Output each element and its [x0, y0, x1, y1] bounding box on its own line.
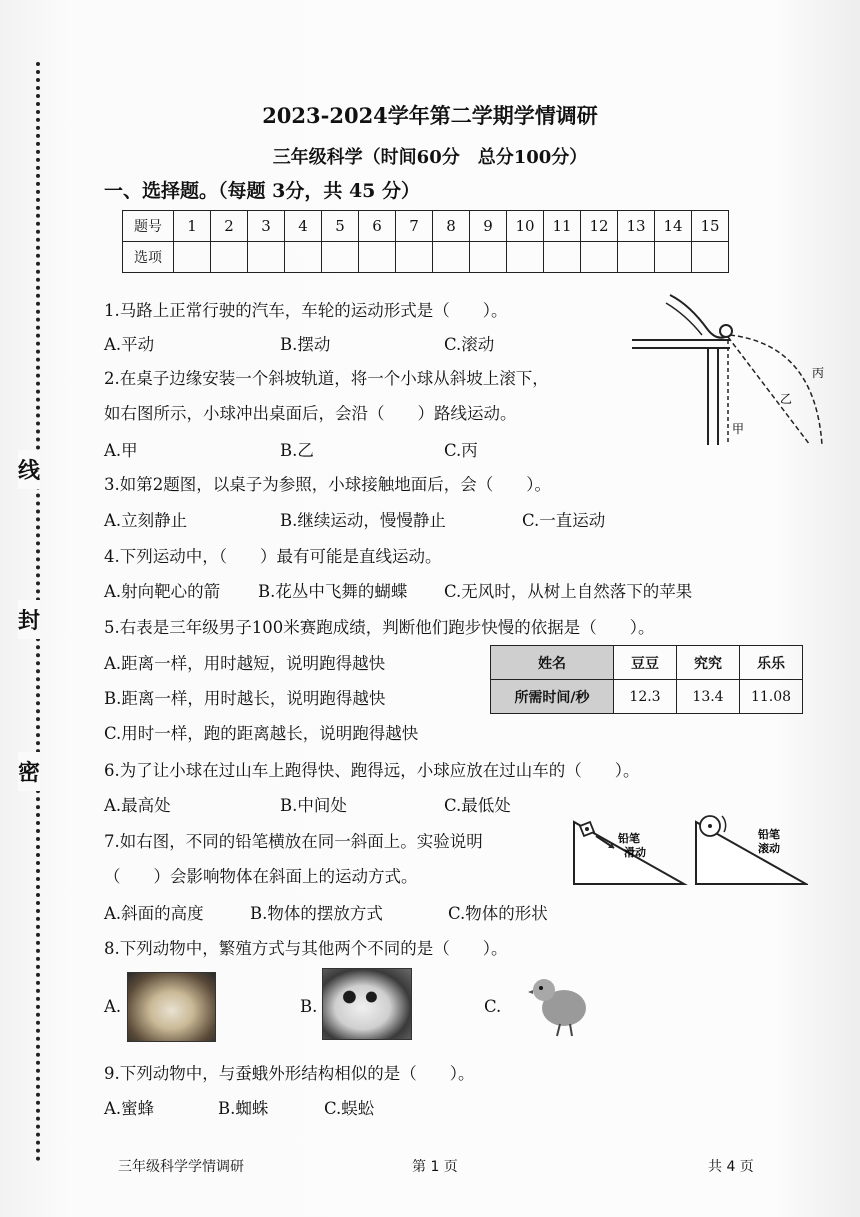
race-header-doudou: 豆豆 [614, 646, 677, 680]
question-6: 6.为了让小球在过山车上跑得快、跑得远，小球应放在过山车的（ ）。 [104, 761, 640, 780]
q7-option-b: B.物体的摆放方式 [250, 904, 383, 923]
side-label-line: 线 [18, 450, 40, 489]
q5-option-a: A.距离一样，用时越短，说明跑得越快 [104, 654, 386, 673]
answer-blank-cell[interactable] [692, 242, 729, 273]
q6-option-b: B.中间处 [280, 796, 347, 815]
race-table-header-row [491, 646, 803, 680]
q8-option-a: A. [104, 997, 122, 1016]
pencil-roll-line2: 滚动 [758, 842, 780, 855]
question-9: 9.下列动物中，与蚕蛾外形结构相似的是（ ）。 [104, 1064, 475, 1083]
answer-blank-cell[interactable] [322, 242, 359, 273]
answer-number-cell: 5 [322, 211, 359, 242]
q4-option-b: B.花丛中飞舞的蝴蝶 [258, 582, 408, 601]
answer-blank-cell[interactable] [618, 242, 655, 273]
track-label-bing: 丙 [812, 366, 825, 380]
q7-option-c: C.物体的形状 [448, 904, 548, 923]
q4-option-c: C.无风时，从树上自然落下的苹果 [444, 582, 693, 601]
pencil-roll-line1: 铅笔 [758, 828, 780, 841]
exam-subtitle: 三年级科学（时间60分 总分100分） [272, 147, 588, 168]
answer-blank-cell[interactable] [211, 242, 248, 273]
q9-option-b: B.蜘蛛 [218, 1099, 269, 1118]
answer-number-cell: 8 [433, 211, 470, 242]
race-row-label: 所需时间/秒 [491, 680, 614, 714]
q3-option-c: C.一直运动 [522, 511, 606, 530]
answer-blank-cell[interactable] [359, 242, 396, 273]
answer-number-cell: 15 [692, 211, 729, 242]
q5-option-b: B.距离一样，用时越长，说明跑得越快 [104, 689, 386, 708]
race-time-jiujiu: 13.4 [677, 680, 740, 714]
race-header-lele: 乐乐 [740, 646, 803, 680]
q6-option-c: C.最低处 [444, 796, 511, 815]
answer-number-cell: 13 [618, 211, 655, 242]
q7-option-a: A.斜面的高度 [104, 904, 204, 923]
answer-number-cell: 14 [655, 211, 692, 242]
answer-blank-cell[interactable] [174, 242, 211, 273]
answer-blank-cell[interactable] [507, 242, 544, 273]
race-results-table [490, 645, 803, 714]
race-header-jiujiu: 究究 [677, 646, 740, 680]
pencil-slide-line1: 铅笔 [618, 832, 640, 845]
answer-number-cell: 2 [211, 211, 248, 242]
q2-option-a: A.甲 [104, 441, 138, 460]
answer-blank-cell[interactable] [248, 242, 285, 273]
q2-option-b: B.乙 [280, 441, 314, 460]
pencil-slide-line2: 滑动 [624, 846, 646, 859]
answer-blank-cell[interactable] [544, 242, 581, 273]
pencil-roll-label [758, 827, 780, 855]
panda-photo [322, 968, 412, 1040]
answer-blank-cell[interactable] [285, 242, 322, 273]
answer-number-cell: 6 [359, 211, 396, 242]
answer-table [122, 210, 729, 273]
q1-option-c: C.滚动 [444, 335, 495, 354]
answer-number-cell: 1 [174, 211, 211, 242]
section-heading: 一、选择题。（每题 3分，共 45 分） [104, 180, 421, 202]
q6-option-a: A.最高处 [104, 796, 171, 815]
answer-table-row2-label: 选项 [123, 242, 174, 273]
question-4: 4.下列运动中，（ ）最有可能是直线运动。 [104, 547, 442, 566]
q9-option-a: A.蜜蜂 [104, 1099, 155, 1118]
ramp-track-figure [630, 285, 830, 460]
pencil-slope-figure [572, 812, 808, 890]
question-7-line2: （ ）会影响物体在斜面上的运动方式。 [104, 867, 418, 886]
question-2-line1: 2.在桌子边缘安装一个斜坡轨道，将一个小球从斜坡上滚下， [104, 369, 549, 388]
footer-page: 第 1 页 [412, 1159, 458, 1175]
q2-option-c: C.丙 [444, 441, 478, 460]
q1-option-b: B.摆动 [280, 335, 331, 354]
q3-option-b: B.继续运动，慢慢静止 [280, 511, 446, 530]
footer-total: 共 4 页 [708, 1159, 754, 1175]
q9-option-c: C.蜈蚣 [324, 1099, 375, 1118]
q8-option-c: C. [484, 997, 502, 1016]
question-7-line1: 7.如右图，不同的铅笔横放在同一斜面上。实验说明 [104, 832, 483, 851]
answer-table-number-row [123, 211, 729, 242]
q4-option-a: A.射向靶心的箭 [104, 582, 221, 601]
answer-number-cell: 4 [285, 211, 322, 242]
race-time-doudou: 12.3 [614, 680, 677, 714]
answer-blank-cell[interactable] [655, 242, 692, 273]
dog-photo [127, 972, 216, 1042]
track-label-jia: 甲 [732, 422, 745, 436]
answer-table-option-row [123, 242, 729, 273]
question-2-line2: 如右图所示，小球冲出桌面后，会沿（ ）路线运动。 [104, 404, 517, 423]
answer-number-cell: 7 [396, 211, 433, 242]
side-label-seal: 封 [18, 600, 40, 639]
question-3: 3.如第2题图，以桌子为参照，小球接触地面后，会（ ）。 [104, 475, 551, 494]
answer-blank-cell[interactable] [396, 242, 433, 273]
answer-blank-cell[interactable] [581, 242, 618, 273]
q3-option-a: A.立刻静止 [104, 511, 188, 530]
answer-number-cell: 11 [544, 211, 581, 242]
answer-number-cell: 9 [470, 211, 507, 242]
footer-left: 三年级科学学情调研 [118, 1159, 244, 1175]
side-label-secret: 密 [18, 752, 40, 791]
q1-option-a: A.平动 [104, 335, 155, 354]
question-5: 5.右表是三年级男子100米赛跑成绩，判断他们跑步快慢的依据是（ ）。 [104, 618, 655, 637]
q8-option-b: B. [300, 997, 318, 1016]
question-1: 1.马路上正常行驶的汽车，车轮的运动形式是（ ）。 [104, 301, 508, 320]
track-label-yi: 乙 [780, 392, 793, 406]
exam-title: 2023-2024学年第二学期学情调研 [262, 103, 598, 128]
question-8: 8.下列动物中，繁殖方式与其他两个不同的是（ ）。 [104, 939, 508, 958]
race-table-time-row [491, 680, 803, 714]
answer-table-row1-label: 题号 [123, 211, 174, 242]
answer-blank-cell[interactable] [470, 242, 507, 273]
answer-number-cell: 3 [248, 211, 285, 242]
answer-blank-cell[interactable] [433, 242, 470, 273]
race-time-lele: 11.08 [740, 680, 803, 714]
race-header-name: 姓名 [491, 646, 614, 680]
answer-number-cell: 12 [581, 211, 618, 242]
answer-number-cell: 10 [507, 211, 544, 242]
chick-photo [524, 968, 596, 1040]
q5-option-c: C.用时一样，跑的距离越长，说明跑得越快 [104, 724, 419, 743]
